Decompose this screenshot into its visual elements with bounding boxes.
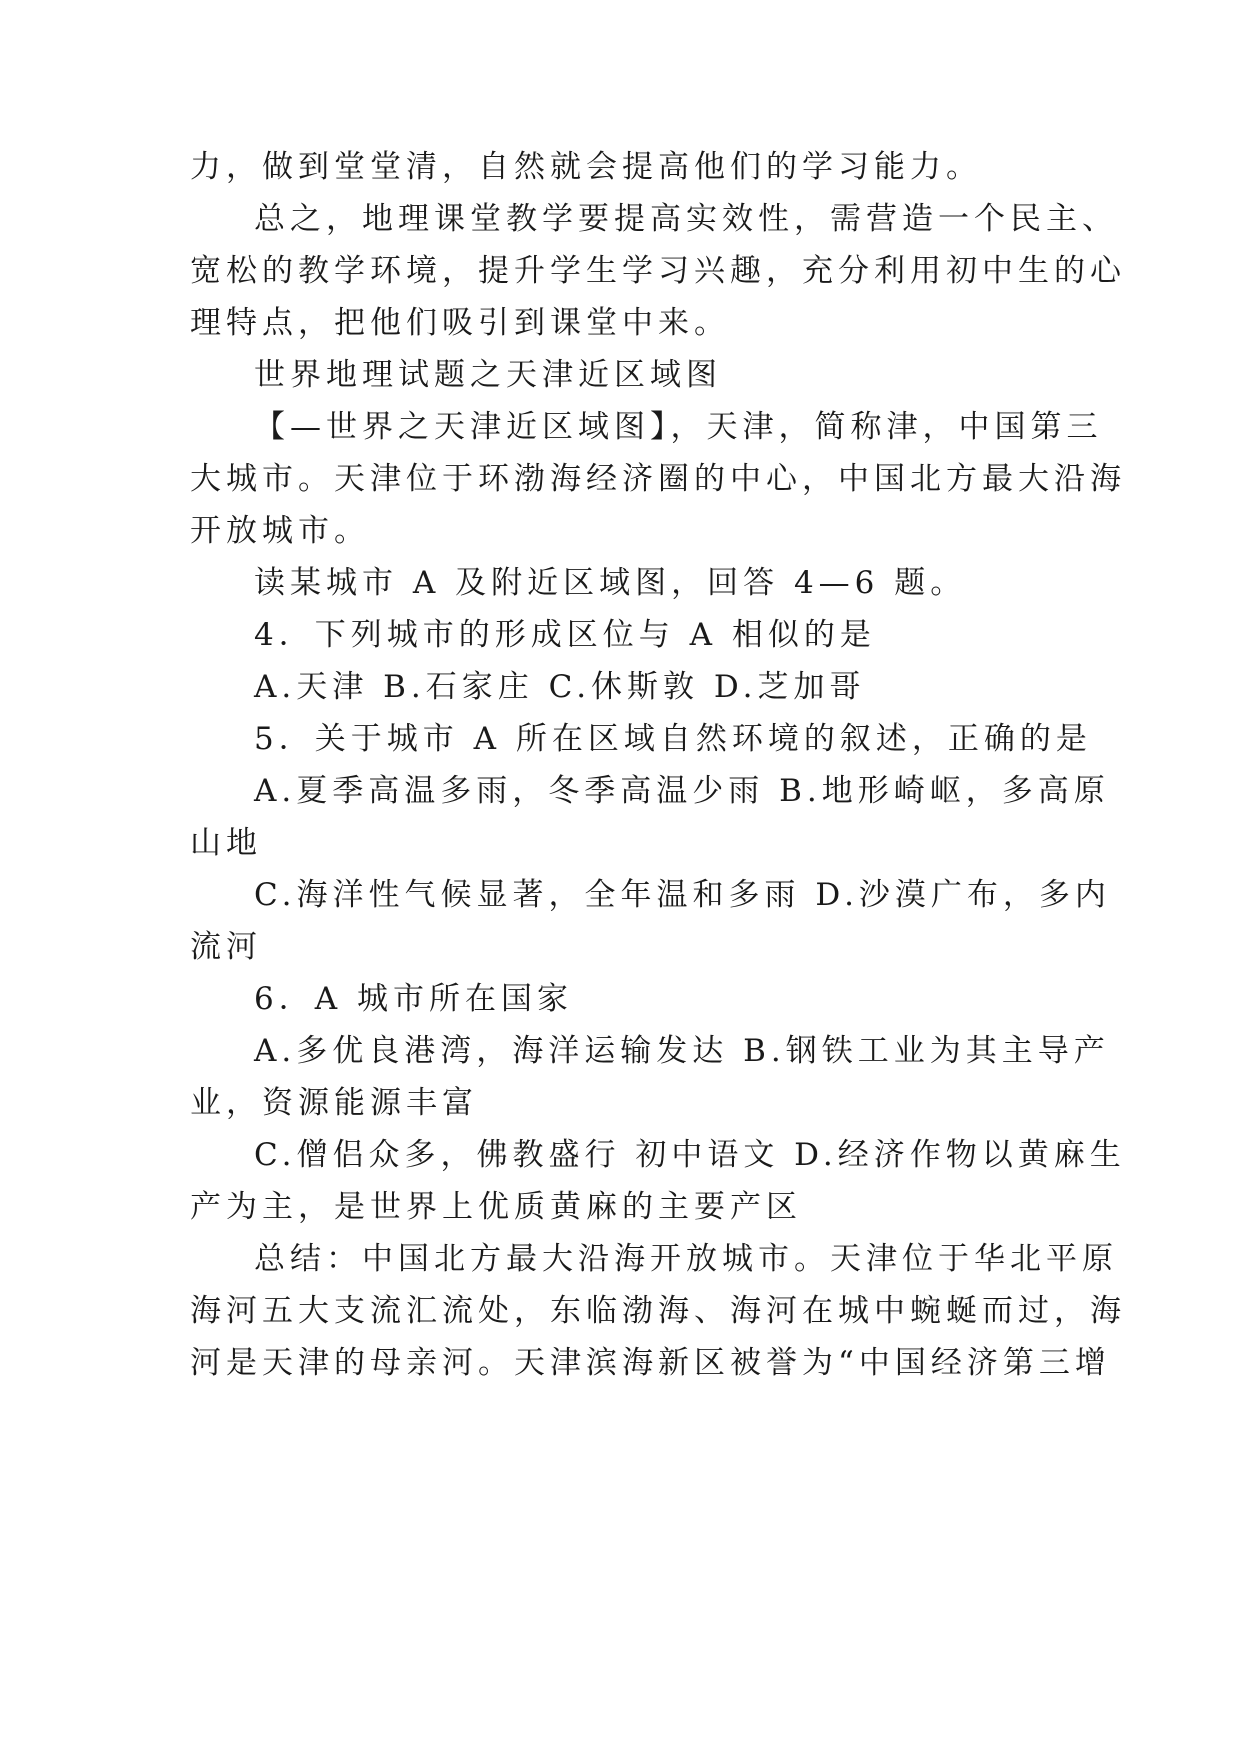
question-6: 6．A 城市所在国家 bbox=[254, 981, 573, 1017]
text-line: 河是天津的母亲河。天津滨海新区被誉为“中国经济第三增 bbox=[190, 1345, 1111, 1381]
text-line: 开放城市。 bbox=[190, 513, 370, 549]
text-line: 宽松的教学环境，提升学生学习兴趣，充分利用初中生的心 bbox=[190, 253, 1126, 289]
text-line: 山地 bbox=[190, 825, 262, 861]
question-5-options: A.夏季高温多雨，冬季高温少雨 B.地形崎岖，多高原 bbox=[254, 773, 1110, 809]
section-heading: 世界地理试题之天津近区域图 bbox=[254, 357, 722, 393]
question-4-options: A.天津 B.石家庄 C.休斯敦 D.芝加哥 bbox=[254, 669, 866, 705]
text-line: 总之，地理课堂教学要提高实效性，需营造一个民主、 bbox=[254, 201, 1118, 237]
text-line: 【—世界之天津近区域图】，天津，简称津，中国第三 bbox=[254, 409, 1103, 445]
text-line: 力，做到堂堂清，自然就会提高他们的学习能力。 bbox=[190, 149, 982, 185]
text-line: 理特点，把他们吸引到课堂中来。 bbox=[190, 305, 730, 341]
question-6-options: C.僧侣众多，佛教盛行 初中语文 D.经济作物以黄麻生 bbox=[254, 1137, 1126, 1173]
question-5-options: C.海洋性气候显著，全年温和多雨 D.沙漠广布，多内 bbox=[254, 877, 1111, 913]
question-6-options: A.多优良港湾，海洋运输发达 B.钢铁工业为其主导产 bbox=[254, 1033, 1110, 1069]
question-4: 4．下列城市的形成区位与 A 相似的是 bbox=[254, 617, 876, 653]
text-line: 大城市。天津位于环渤海经济圈的中心，中国北方最大沿海 bbox=[190, 461, 1126, 497]
text-line: 业，资源能源丰富 bbox=[190, 1085, 478, 1121]
text-line: 产为主，是世界上优质黄麻的主要产区 bbox=[190, 1189, 802, 1225]
text-line: 读某城市 A 及附近区域图，回答 4—6 题。 bbox=[254, 565, 967, 601]
question-5: 5．关于城市 A 所在区域自然环境的叙述，正确的是 bbox=[254, 721, 1092, 757]
text-line: 海河五大支流汇流处，东临渤海、海河在城中蜿蜒而过，海 bbox=[190, 1293, 1126, 1329]
text-line: 流河 bbox=[190, 929, 262, 965]
summary-line: 总结：中国北方最大沿海开放城市。天津位于华北平原 bbox=[254, 1241, 1118, 1277]
